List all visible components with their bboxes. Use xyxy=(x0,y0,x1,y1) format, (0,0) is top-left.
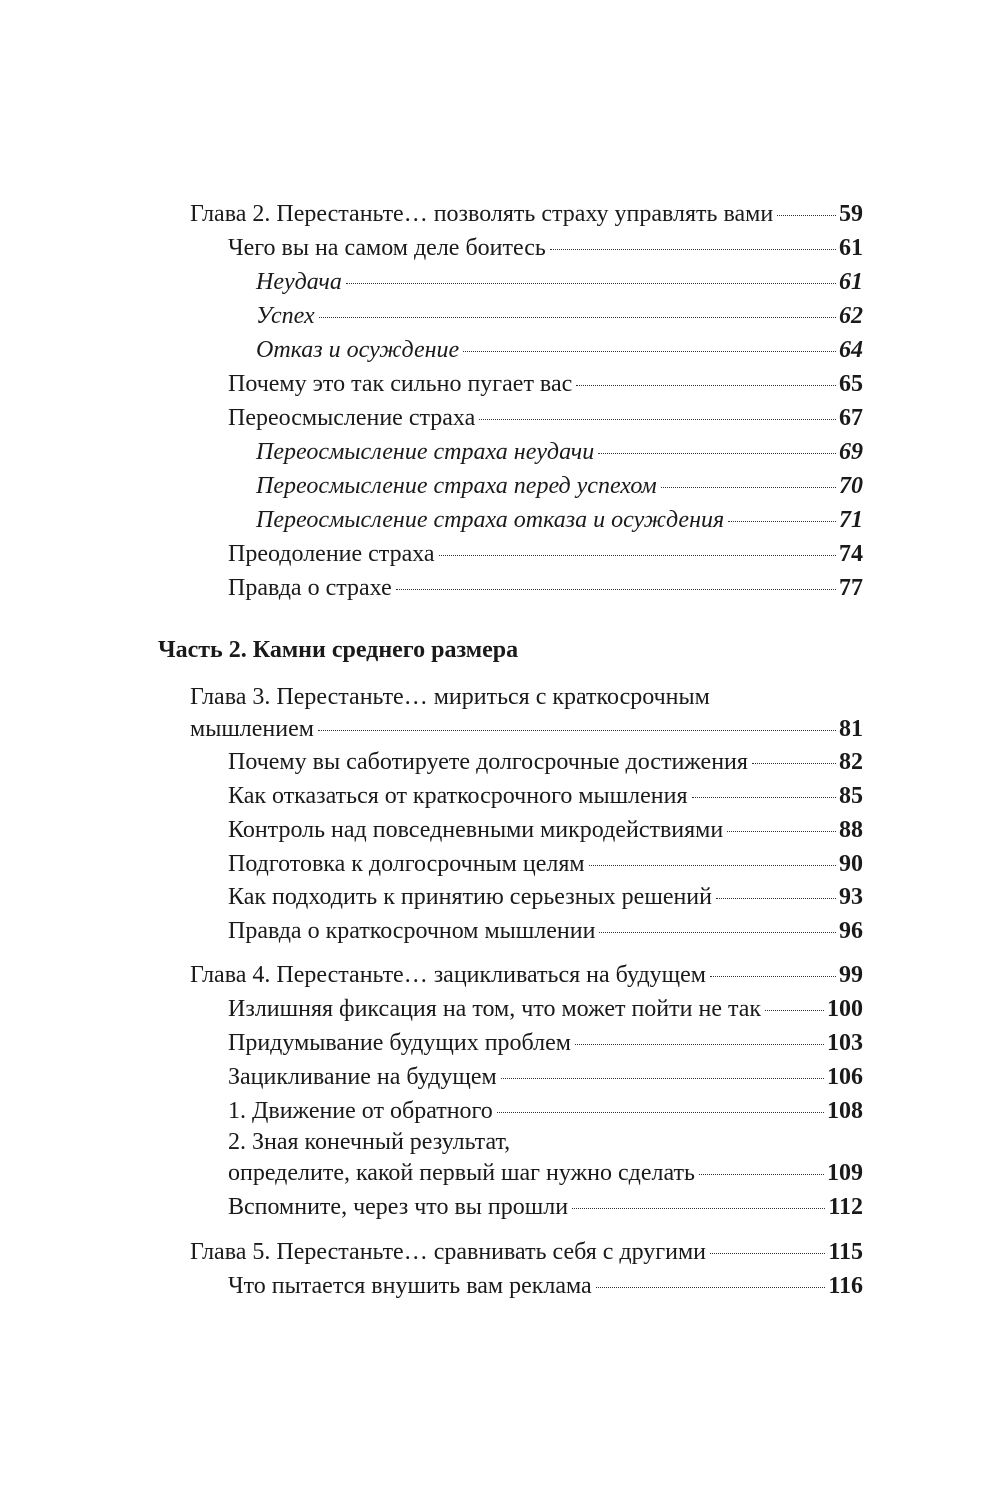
toc-subentry[interactable] xyxy=(256,472,863,500)
toc-page-number: 109 xyxy=(827,1160,863,1186)
toc-page-number: 74 xyxy=(839,541,863,567)
toc-entry[interactable] xyxy=(228,370,863,398)
dot-leader xyxy=(396,589,836,590)
toc-page-number: 65 xyxy=(839,371,863,397)
toc-subentry[interactable] xyxy=(256,438,863,466)
toc-entry[interactable] xyxy=(228,748,863,776)
dot-leader xyxy=(319,317,836,318)
toc-entry-title: определите, какой первый шаг нужно сделать xyxy=(228,1160,695,1186)
dot-leader xyxy=(572,1208,825,1209)
dot-leader xyxy=(346,283,836,284)
dot-leader xyxy=(728,521,836,522)
toc-chapter-5[interactable] xyxy=(190,1238,863,1266)
toc-entry[interactable] xyxy=(228,540,863,568)
toc-entry[interactable] xyxy=(228,995,863,1023)
toc-entry-line[interactable]: 2. Зная конечный результат, xyxy=(228,1129,511,1155)
toc-entry-title: мышлением xyxy=(190,716,314,742)
dot-leader xyxy=(598,453,836,454)
dot-leader xyxy=(599,932,836,933)
toc-entry-title: Успех xyxy=(256,303,315,329)
toc-entry-title: Как отказаться от краткосрочного мышления xyxy=(228,783,688,809)
toc-subentry[interactable] xyxy=(256,336,863,364)
toc-entry[interactable] xyxy=(228,1029,863,1057)
dot-leader xyxy=(589,865,836,866)
toc-entry-title: Переосмысление страха отказа и осуждения xyxy=(256,507,725,533)
toc-page-number: 108 xyxy=(827,1098,863,1124)
toc-subentry[interactable] xyxy=(256,506,863,534)
toc-entry-title: Что пытается внушить вам реклама xyxy=(228,1273,592,1299)
toc-entry[interactable] xyxy=(228,234,863,262)
dot-leader xyxy=(463,351,836,352)
toc-entry-title: Подготовка к долгосрочным целям xyxy=(228,851,585,877)
dot-leader xyxy=(497,1112,824,1113)
toc-entry[interactable] xyxy=(228,883,863,911)
toc-page-number: 90 xyxy=(839,851,863,877)
dot-leader xyxy=(699,1174,824,1175)
toc-subentry[interactable] xyxy=(256,268,863,296)
toc-page-number: 115 xyxy=(828,1239,863,1265)
dot-leader xyxy=(439,555,836,556)
dot-leader xyxy=(727,831,836,832)
dot-leader xyxy=(710,1253,825,1254)
toc-entry-title: Переосмысление страха xyxy=(228,405,476,431)
toc-page-number: 81 xyxy=(839,716,863,742)
toc-entry-title: Глава 2. Перестаньте… позволять страху управлять вами xyxy=(190,201,774,227)
toc-entry-title: Почему вы саботируете долгосрочные достижения xyxy=(228,749,748,775)
dot-leader xyxy=(501,1078,824,1079)
toc-page-number: 61 xyxy=(839,269,863,295)
toc-entry-title: Почему это так сильно пугает вас xyxy=(228,371,573,397)
toc-page-number: 106 xyxy=(827,1064,863,1090)
toc-entry[interactable] xyxy=(228,1097,863,1125)
toc-page-number: 88 xyxy=(839,817,863,843)
toc-entry[interactable] xyxy=(228,404,863,432)
toc-entry-title: Преодоление страха xyxy=(228,541,435,567)
toc-chapter-3[interactable] xyxy=(190,715,863,743)
toc-page-number: 103 xyxy=(827,1030,863,1056)
toc-entry[interactable] xyxy=(228,574,863,602)
dot-leader xyxy=(692,797,837,798)
toc-page-number: 99 xyxy=(839,962,863,988)
toc-entry[interactable] xyxy=(228,1193,863,1221)
toc-page-number: 70 xyxy=(839,473,863,499)
toc-entry-title: Правда о краткосрочном мышлении xyxy=(228,918,596,944)
toc-page-number: 64 xyxy=(839,337,863,363)
toc-entry[interactable] xyxy=(228,816,863,844)
toc-entry-title: Отказ и осуждение xyxy=(256,337,460,363)
dot-leader xyxy=(550,249,836,250)
dot-leader xyxy=(716,898,836,899)
toc-chapter-2[interactable] xyxy=(190,200,863,228)
toc-entry[interactable] xyxy=(228,782,863,810)
toc-page-number: 93 xyxy=(839,884,863,910)
toc-entry-title: Неудача xyxy=(256,269,342,295)
toc-page-number: 59 xyxy=(839,201,863,227)
toc-page-number: 67 xyxy=(839,405,863,431)
toc-entry[interactable] xyxy=(228,1272,863,1300)
toc-page-number: 96 xyxy=(839,918,863,944)
toc-entry-title: Глава 4. Перестаньте… зацикливаться на будущем xyxy=(190,962,706,988)
toc-page-number: 112 xyxy=(828,1194,863,1220)
toc-entry-title: 1. Движение от обратного xyxy=(228,1098,493,1124)
dot-leader xyxy=(575,1044,824,1045)
dot-leader xyxy=(576,385,836,386)
toc-entry[interactable] xyxy=(228,1159,863,1187)
toc-page-number: 82 xyxy=(839,749,863,775)
toc-page-number: 61 xyxy=(839,235,863,261)
toc-chapter-4[interactable] xyxy=(190,961,863,989)
dot-leader xyxy=(710,976,836,977)
toc-entry[interactable] xyxy=(228,1063,863,1091)
toc-page-number: 62 xyxy=(839,303,863,329)
toc-entry-title: Придумывание будущих проблем xyxy=(228,1030,571,1056)
toc-entry-title: Зацикливание на будущем xyxy=(228,1064,497,1090)
toc-entry-title: Переосмысление страха перед успехом xyxy=(256,473,657,499)
toc-entry[interactable] xyxy=(228,850,863,878)
part-heading: Часть 2. Камни среднего размера xyxy=(158,637,519,663)
toc-page-number: 69 xyxy=(839,439,863,465)
toc-page-number: 71 xyxy=(839,507,863,533)
toc-entry-title: Глава 5. Перестаньте… сравнивать себя с другими xyxy=(190,1239,707,1265)
toc-page-number: 85 xyxy=(839,783,863,809)
dot-leader xyxy=(752,763,836,764)
toc-entry-title: Контроль над повседневными микродействиями xyxy=(228,817,724,843)
toc-page-number: 100 xyxy=(827,996,863,1022)
toc-entry-title: Правда о страхе xyxy=(228,575,392,601)
toc-subentry[interactable] xyxy=(256,302,863,330)
toc-entry-title: Излишняя фиксация на том, что может пойти не так xyxy=(228,996,762,1022)
dot-leader xyxy=(318,730,836,731)
dot-leader xyxy=(777,215,836,216)
dot-leader xyxy=(765,1010,824,1011)
toc-entry[interactable] xyxy=(228,917,863,945)
dot-leader xyxy=(596,1287,826,1288)
toc-entry-title: Как подходить к принятию серьезных решений xyxy=(228,884,712,910)
toc-entry-title: Чего вы на самом деле боитесь xyxy=(228,235,546,261)
toc-chapter-3-title-line[interactable]: Глава 3. Перестаньте… мириться с краткосрочным xyxy=(190,684,710,710)
dot-leader xyxy=(479,419,836,420)
toc-entry-title: Переосмысление страха неудачи xyxy=(256,439,595,465)
dot-leader xyxy=(661,487,836,488)
toc-entry-title: Вспомните, через что вы прошли xyxy=(228,1194,569,1220)
toc-page-number: 116 xyxy=(828,1273,863,1299)
toc-page-number: 77 xyxy=(839,575,863,601)
